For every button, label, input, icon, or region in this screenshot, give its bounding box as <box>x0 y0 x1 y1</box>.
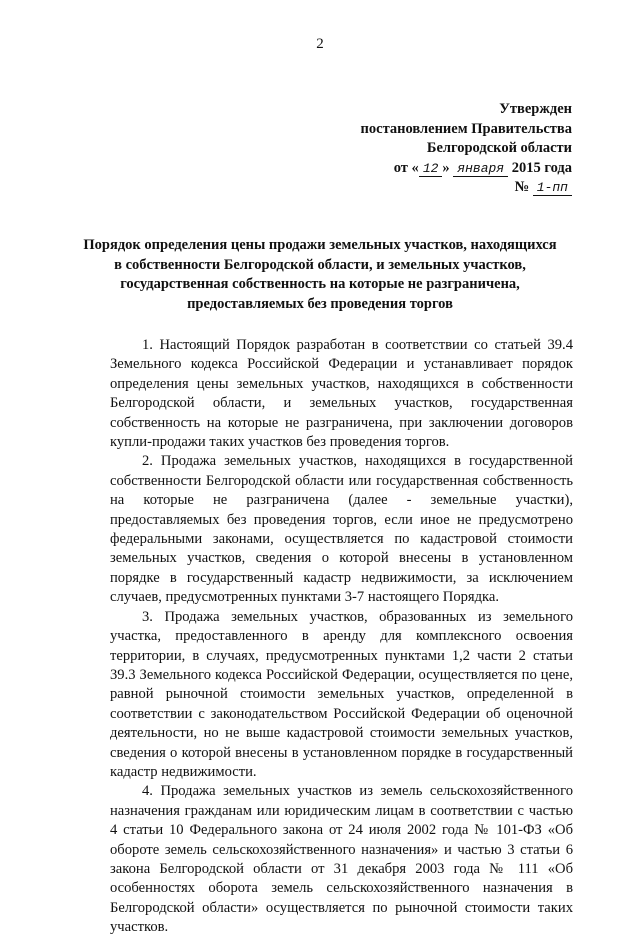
date-year: 2015 <box>511 159 541 176</box>
approval-decree-line: постановлением Правительства <box>360 120 572 137</box>
document-body <box>110 336 573 938</box>
date-month-handwritten: января <box>453 162 508 177</box>
number-prefix: № <box>514 179 530 195</box>
paragraph-1: 1. Настоящий Порядок разработан в соответствии со статьей 39.4 Земельного кодекса Российской Федерации и устанавливает порядок определения цены земельных участков, находящихся в собственности Белгородской области, и земельных участков, государственная собственность на которые не разграничена, при заключении договоров купли-продажи таких участков без проведения торгов. <box>110 337 573 451</box>
date-mid: » <box>442 159 450 176</box>
paragraph-3: 3. Продажа земельных участков, образованных из земельного участка, предоставленного в аренду для комплексного освоения территории, в случаях, предусмотренных пунктами 1,2 части 2 статьи 39.3 Земельного кодекса Российской Федерации, осуществляется по цене, равной рыночной стоимости земельных участков, определенной в соответствии с законодательством Российской Федерации об оценочной деятельности, но не выше кадастровой стоимости земельных участков, сведения о которой внесены в установленном порядке в государственный кадастр недвижимости. <box>110 608 573 780</box>
approval-date-line <box>312 159 572 179</box>
approval-block <box>312 100 572 198</box>
approval-region-line: Белгородской области <box>426 140 572 156</box>
page-number: 2 <box>316 36 324 52</box>
approval-heading: Утвержден <box>499 101 572 117</box>
paragraph-4: 4. Продажа земельных участков из земель сельскохозяйственного назначения гражданам или юридическим лицам в соответствии с частью 4 статьи 10 Федерального закона от 24 июля 2002 года № 101-ФЗ «Об обороте земель сельскохозяйственного назначения» и частью 3 статьи 6 закона Белгородской области от 31 декабря 2003 года № 111 «Об особенностях оборота земель сельскохозяйственного назначения в Белгородской области» осуществляется по рыночной стоимости таких участков. <box>110 783 573 936</box>
date-day-handwritten: 12 <box>419 162 443 177</box>
date-suffix: года <box>544 159 572 176</box>
document-title: Порядок определения цены продажи земельных участков, находящихся в собственности Белгородской области, и земельных участков, государственная собственность на которые не разграничена, предоставляемых без проведения торгов <box>83 237 557 312</box>
decree-number-handwritten: 1-пп <box>533 181 572 196</box>
approval-number-line <box>312 178 572 198</box>
paragraph-2: 2. Продажа земельных участков, находящихся в государственной собственности Белгородской области или государственная собственность на которые не разграничена (далее - земельные участки), предоставляемых без проведения торгов, если иное не предусмотрено федеральными законами, осуществляется по кадастровой стоимости земельных участков, сведения о которой внесены в установленном порядке в государственный кадастр недвижимости, за исключением случаев, предусмотренных пунктами 3-7 настоящего Порядка. <box>110 453 573 606</box>
date-prefix: от « <box>393 159 419 176</box>
